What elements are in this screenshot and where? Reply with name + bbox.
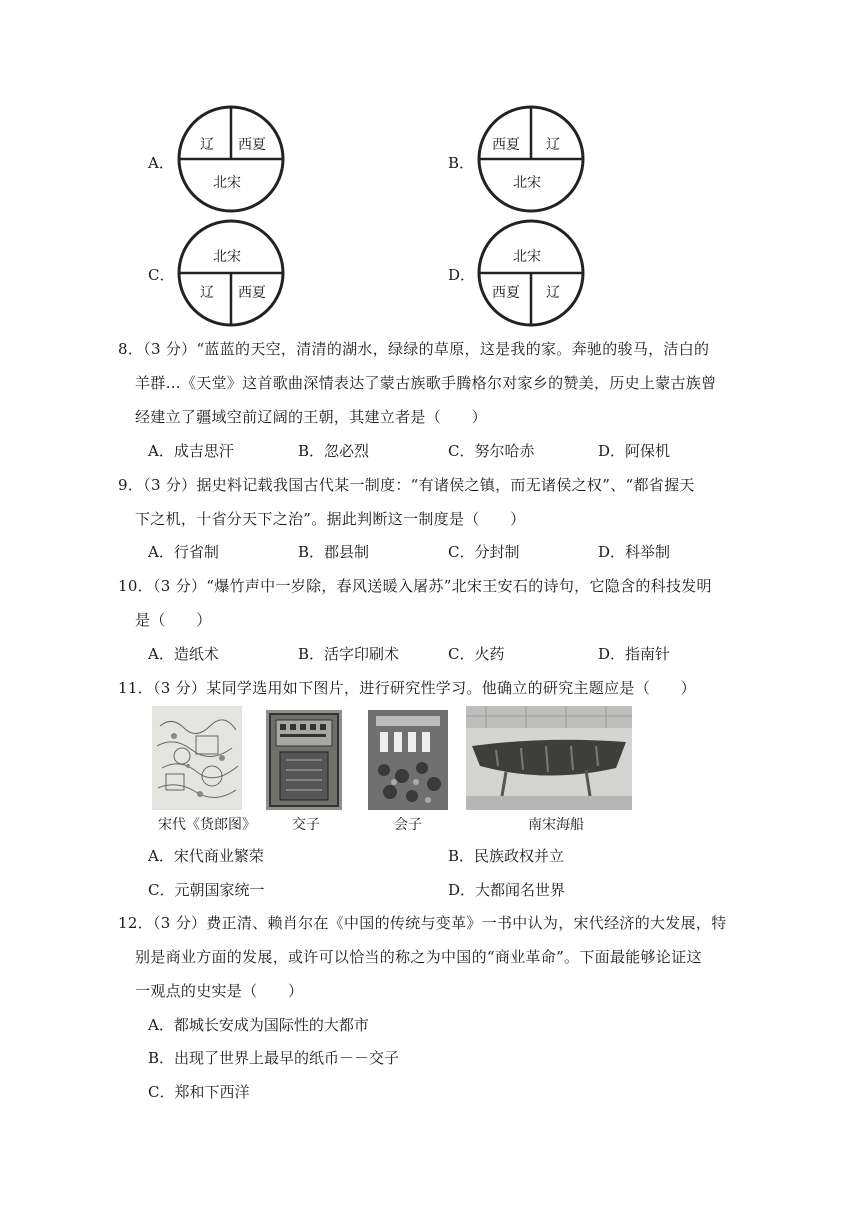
option-a[interactable]: A．宋代商业繁荣 — [148, 847, 264, 865]
huizi-banknote-image — [368, 710, 448, 810]
option-d[interactable]: D．大都闻名世界 — [448, 881, 566, 899]
territory-circle-diagram — [176, 104, 286, 214]
region-label-liao: 辽 — [200, 137, 214, 153]
option-a[interactable]: A．都城长安成为国际性的大都市 — [148, 1016, 369, 1034]
question-text: 经建立了疆域空前辽阔的王朝，其建立者是（ ） — [135, 408, 487, 426]
region-label-beisong: 北宋 — [513, 249, 541, 265]
picture-caption: 交子 — [292, 817, 320, 833]
option-d[interactable]: D．阿保机 — [598, 442, 671, 460]
picture-caption: 宋代《货郎图》 — [158, 817, 256, 833]
region-label-xixia: 西夏 — [492, 285, 520, 301]
region-label-xixia: 西夏 — [492, 137, 520, 153]
option-letter: B． — [448, 154, 475, 172]
option-d[interactable]: D．指南针 — [598, 645, 671, 663]
option-c[interactable]: C．元朝国家统一 — [148, 881, 265, 899]
option-letter: D． — [448, 266, 476, 284]
question-text: 是（ ） — [135, 611, 212, 629]
option-a[interactable]: A．造纸术 — [148, 645, 219, 663]
option-letter: A． — [148, 154, 174, 172]
picture-caption: 会子 — [394, 817, 422, 833]
region-label-liao: 辽 — [546, 285, 560, 301]
option-c[interactable]: C．火药 — [448, 645, 505, 663]
question-text: 9．（3 分）据史料记载我国古代某一制度：“有诸侯之镇，而无诸侯之权”、“都省握天 — [118, 476, 695, 494]
region-label-liao: 辽 — [200, 285, 214, 301]
territory-circle-diagram — [176, 218, 286, 328]
option-b[interactable]: B．出现了世界上最早的纸币－－交子 — [148, 1049, 400, 1067]
region-label-beisong: 北宋 — [213, 249, 241, 265]
question-text: 12．（3 分）费正清、赖肖尔在《中国的传统与变革》一书中认为，宋代经济的大发展，特 — [118, 914, 727, 932]
option-b[interactable]: B．郡县制 — [298, 543, 370, 561]
option-b[interactable]: B．活字印刷术 — [298, 645, 400, 663]
option-letter: C． — [148, 266, 175, 284]
option-a[interactable]: A．行省制 — [148, 543, 219, 561]
question-text: 一观点的史实是（ ） — [135, 982, 304, 1000]
region-label-beisong: 北宋 — [513, 175, 541, 191]
option-d[interactable]: D．科举制 — [598, 543, 671, 561]
picture-strip — [152, 706, 634, 834]
question-text: 10．（3 分）“爆竹声中一岁除，春风送暖入屠苏”北宋王安石的诗句，它隐含的科技发明 — [118, 577, 712, 595]
region-label-xixia: 西夏 — [238, 137, 266, 153]
question-text: 11．（3 分）某同学选用如下图片，进行研究性学习。他确立的研究主题应是（ ） — [118, 679, 696, 697]
region-label-beisong: 北宋 — [213, 175, 241, 191]
question-text: 羊群…《天堂》这首歌曲深情表达了蒙古族歌手腾格尔对家乡的赞美，历史上蒙古族曾 — [135, 374, 717, 392]
option-b[interactable]: B．忽必烈 — [298, 442, 370, 460]
region-label-liao: 辽 — [546, 137, 560, 153]
option-b[interactable]: B．民族政权并立 — [448, 847, 565, 865]
picture-caption: 南宋海船 — [528, 817, 584, 833]
option-c[interactable]: C．郑和下西洋 — [148, 1083, 250, 1101]
jiaozi-banknote-image — [266, 710, 342, 810]
option-c[interactable]: C．努尔哈赤 — [448, 442, 535, 460]
huolang-painting-image — [152, 706, 242, 810]
option-c[interactable]: C．分封制 — [448, 543, 520, 561]
question-text: 下之机，十省分天下之治”。据此判断这一制度是（ ） — [135, 510, 526, 528]
question-text: 别是商业方面的发展，或许可以恰当的称之为中国的“商业革命”。下面最能够论证这 — [135, 948, 702, 966]
question-text: 8．（3 分）“蓝蓝的天空，清清的湖水，绿绿的草原，这是我的家。奔驰的骏马，洁白的 — [118, 340, 710, 358]
territory-circle-diagram — [476, 218, 586, 328]
territory-circle-diagram — [476, 104, 586, 214]
southern-song-ship-image — [466, 706, 632, 810]
option-a[interactable]: A．成吉思汗 — [148, 442, 234, 460]
region-label-xixia: 西夏 — [238, 285, 266, 301]
